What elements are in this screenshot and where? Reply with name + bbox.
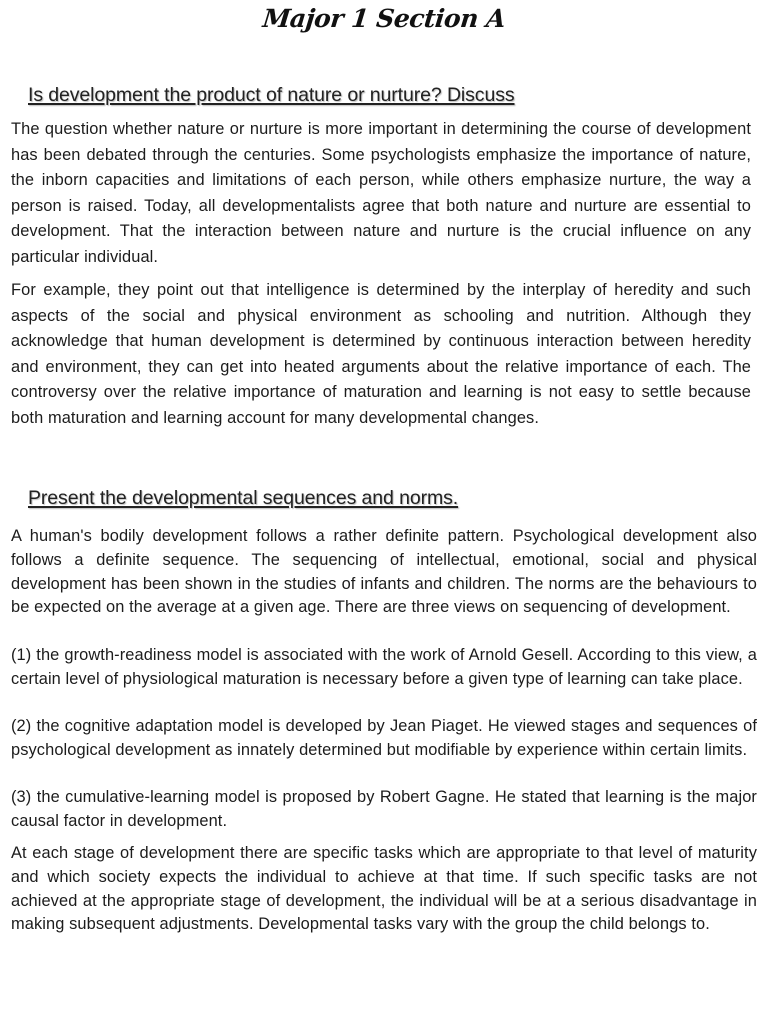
section-2-heading: Present the developmental sequences and norms.	[28, 487, 459, 509]
section-2-paragraph-tasks: At each stage of development there are specific tasks which are appropriate to that level of maturity and which society expects the individual to achieve at that time. If such specific tasks are not achieved at the appropriate stage of development, the individual will be at a serious disadvantage in making subsequent adjustments. Developmental tasks vary with the group the child belongs to.	[11, 844, 757, 934]
section-1-paragraph-1: The question whether nature or nurture is more important in determining the course of development has been debated through the centuries. Some psychologists emphasize the importance of nature, the inborn capacities and limitations of each person, while others emphasize nurture, the way a person is raised. Today, all developmentalists agree that both nature and nurture are essential to development. That the interaction between nature and nurture is the crucial influence on any particular individual.	[11, 120, 751, 266]
section-2-model-2: (2) the cognitive adaptation model is developed by Jean Piaget. He viewed stages and sequences of psychological development as innately determined but modifiable by experience within certain limits.	[11, 717, 757, 759]
section-1-paragraph-2: For example, they point out that intelligence is determined by the interplay of heredity and such aspects of the social and physical environment as schooling and nutrition. Although they acknowledge that human development is determined by continuous interaction between heredity and environment, they can get into heated arguments about the relative importance of each. The controversy over the relative importance of maturation and learning is not easy to settle because both maturation and learning account for many developmental changes.	[11, 281, 751, 427]
section-2-paragraph-intro: A human's bodily development follows a rather definite pattern. Psychological development also follows a definite sequence. The sequencing of intellectual, emotional, social and physical development has been shown in the studies of infants and children. The norms are the behaviours to be expected on the average at a given age. There are three views on sequencing of development.	[11, 527, 757, 617]
section-1-heading: Is development the product of nature or nurture? Discuss	[28, 84, 515, 106]
section-2-model-1: (1) the growth-readiness model is associated with the work of Arnold Gesell. According to this view, a certain level of physiological maturation is necessary before a given type of learning can take place.	[11, 646, 757, 688]
section-2-model-3: (3) the cumulative-learning model is proposed by Robert Gagne. He stated that learning is the major causal factor in development.	[11, 788, 757, 830]
document-title: Major 1 Section A	[261, 4, 507, 33]
